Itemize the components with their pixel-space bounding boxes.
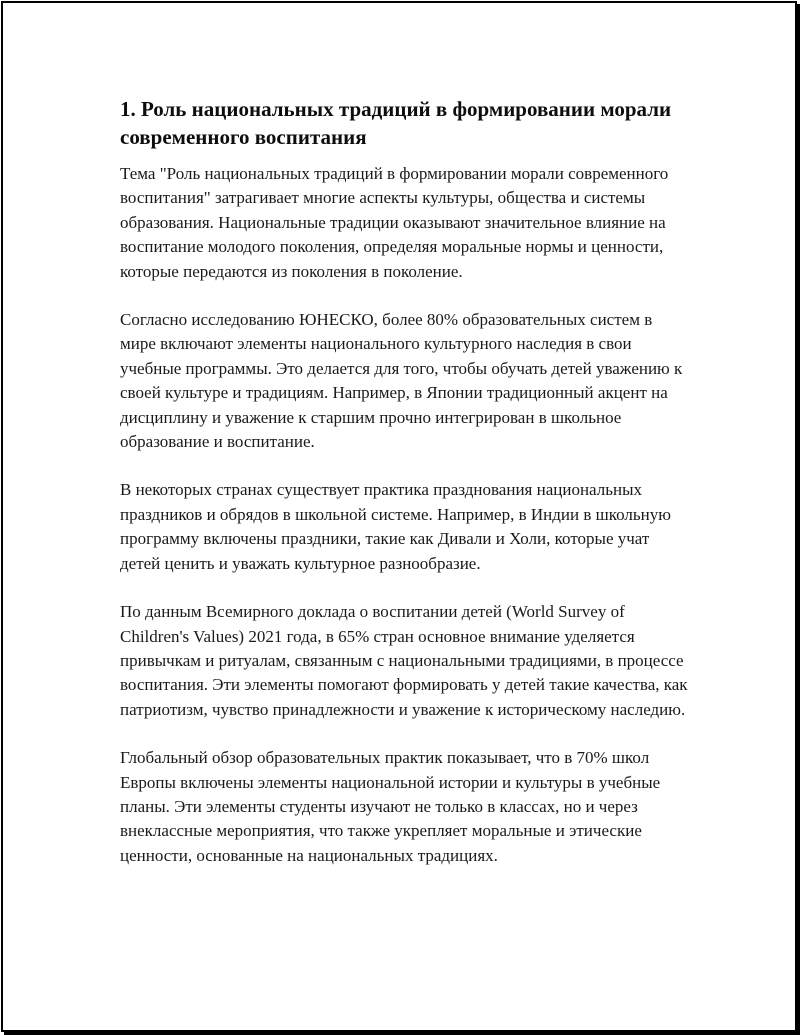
paragraph-unesco: Согласно исследованию ЮНЕСКО, более 80% образовательных систем в мире включают элементы национального культурного наследия в свои учебные программы. Это делается для того, чтобы обучать детей уважению к своей культуре и традициям. Например, в Японии традиционный акцент на дисциплину и уважение к старшим прочно интегрирован в школьное образование и воспитание.	[120, 310, 683, 452]
paragraph-europe: Глобальный обзор образовательных практик показывает, что в 70% школ Европы включены элементы национальной истории и культуры в учебные планы. Эти элементы студенты изучают не только в классах, но и через внеклассные мероприятия, что также укрепляет моральные и этические ценности, основанные на национальных традициях.	[120, 748, 661, 865]
document-body	[120, 95, 692, 892]
paragraph-intro: Тема "Роль национальных традиций в формировании морали современного воспитания" затрагивает многие аспекты культуры, общества и системы образования. Национальные традиции оказывают значительное влияние на воспитание молодого поколения, определяя моральные нормы и ценности, которые передаются из поколения в поколение.	[120, 164, 669, 281]
paragraph-holidays: В некоторых странах существует практика празднования национальных праздников и обрядов в школьной системе. Например, в Индии в школьную программу включены праздники, такие как Дивали и Холи, которые учат детей ценить и уважать культурное разнообразие.	[120, 480, 671, 573]
document-page	[1, 1, 797, 1032]
paragraph-world-survey: По данным Всемирного доклада о воспитании детей (World Survey of Children's Values) 2021 года, в 65% стран основное внимание уделяется привычкам и ритуалам, связанным с национальными традициями, в процессе воспитания. Эти элементы помогают формировать у детей такие качества, как патриотизм, чувство принадлежности и уважение к историческому наследию.	[120, 602, 688, 719]
section-heading: 1. Роль национальных традиций в формировании морали современного воспитания	[120, 97, 672, 149]
